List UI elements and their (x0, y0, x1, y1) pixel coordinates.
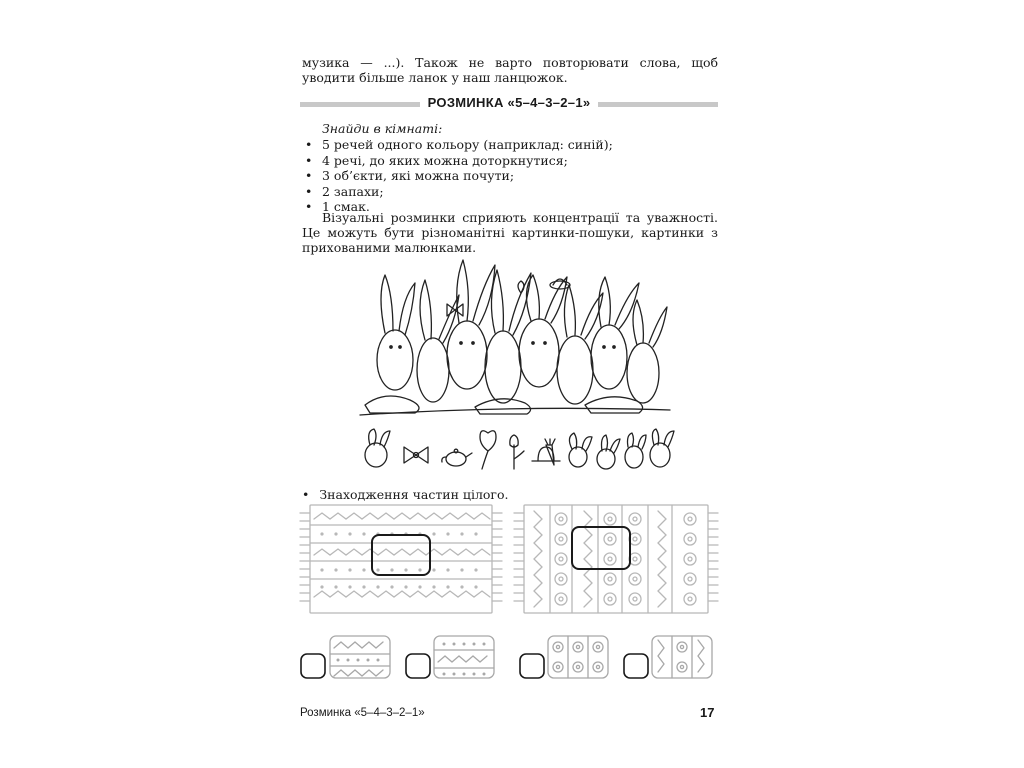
flower-icon (510, 435, 524, 469)
list-item: • 3 об’єкти, які можна почути; (302, 168, 613, 184)
rug-horizontal-pattern (298, 503, 504, 615)
parts-bullet-label: Знаходження частин цілого. (319, 487, 509, 502)
hidden-bunnies-illustration (355, 255, 675, 420)
list-item: • 4 речі, до яких можна доторкнутися; (302, 153, 613, 169)
teapot-icon (442, 449, 472, 466)
section-rule-left (300, 102, 420, 107)
bunny-icon (365, 429, 390, 467)
section-title: РОЗМИНКА «5–4–3–2–1» (427, 95, 591, 110)
page-number: 17 (700, 705, 715, 720)
answer-option-1 (301, 636, 390, 678)
sensory-list (302, 137, 613, 215)
answer-option-2 (406, 636, 494, 678)
bunny-icon (569, 433, 592, 467)
answer-option-3 (520, 636, 608, 678)
running-footer: Розминка «5–4–3–2–1» (300, 707, 425, 719)
section-rule-right (598, 102, 718, 107)
list-item: • 2 запахи; (302, 184, 613, 200)
parts-bullet (302, 487, 508, 502)
bunny-icon (597, 435, 620, 469)
heart-icon (480, 431, 496, 469)
find-label: Знайди в кімнаті: (322, 121, 443, 136)
hat-icon (532, 447, 560, 461)
answer-option-4 (624, 636, 712, 678)
intro-text: музика — ...). Також не варто повторювати слова, щоб уводити більше ланок у наш ланцюжок. (302, 55, 718, 85)
bow-icon (404, 447, 428, 463)
paragraph-text: Візуальні розминки сприяють концентрації та уважності. Це можуть бути різноманітні картинки-пошуки, картинки з прихованими малюнками. (302, 210, 718, 255)
list-item: • 1 смак. (302, 199, 613, 215)
section-header (300, 97, 718, 111)
bunny-icon (650, 429, 674, 467)
list-item: • 5 речей одного кольору (наприклад: синій); (302, 137, 613, 153)
bunny-icon (625, 433, 646, 468)
rug-vertical-pattern (512, 503, 720, 615)
items-to-find-row (358, 425, 678, 475)
answer-options-row (298, 632, 718, 686)
